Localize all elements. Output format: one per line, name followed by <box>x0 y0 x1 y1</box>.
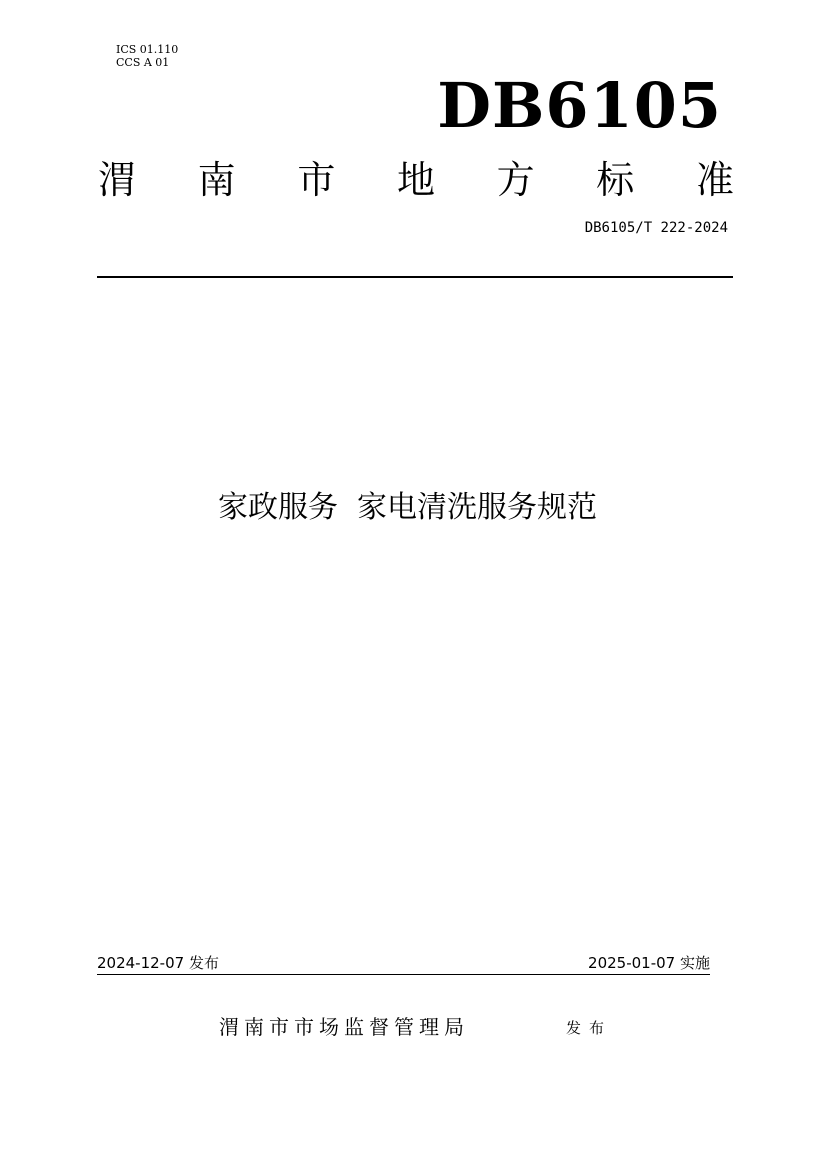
header-divider <box>97 276 733 278</box>
standard-type-heading <box>98 150 734 210</box>
issue-label: 发布 <box>566 1019 613 1037</box>
publisher-name: 渭南市市场监督管理局 <box>219 1015 469 1039</box>
standard-type-char: 方 <box>496 158 535 202</box>
standard-type-char: 市 <box>297 158 336 202</box>
standard-number: DB6105/T 222-2024 <box>584 220 728 236</box>
standard-type-char: 地 <box>396 158 435 202</box>
standard-type-char: 南 <box>197 158 236 202</box>
effective-date: 2025-01-07 实施 <box>588 954 710 972</box>
date-line <box>97 952 710 975</box>
ccs-code: CCS A 01 <box>116 56 170 69</box>
standard-type-char: 渭 <box>98 158 137 202</box>
document-title: 家政服务 家电清洗服务规范 <box>217 490 598 525</box>
ics-code: ICS 01.110 <box>116 43 179 56</box>
classification-codes <box>116 43 178 69</box>
standard-type-char: 标 <box>596 158 635 202</box>
publish-date: 2024-12-07 发布 <box>97 954 219 972</box>
standard-type-char: 准 <box>695 158 734 202</box>
standard-code: DB6105 <box>437 69 722 142</box>
